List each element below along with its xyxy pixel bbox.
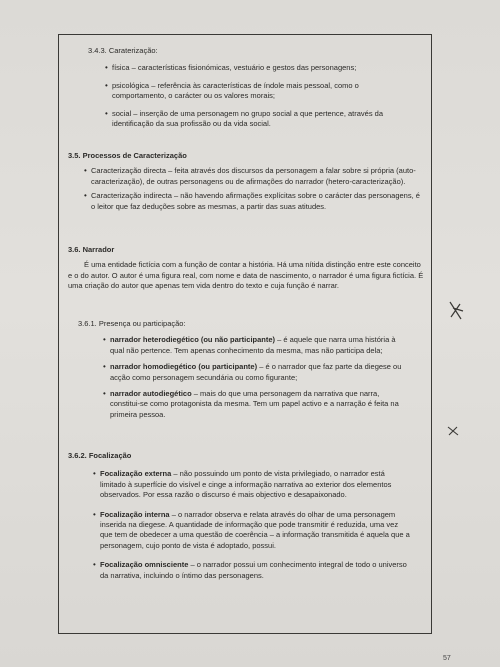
bullet-icon: •: [105, 63, 108, 73]
bullet-icon: •: [84, 191, 87, 201]
bullet-icon: •: [93, 560, 96, 570]
pencil-mark-icon: [446, 300, 466, 322]
bullet-icon: •: [105, 80, 108, 90]
section-3-5: [68, 151, 426, 212]
bullet-icon: •: [103, 362, 106, 372]
section-3-6: [68, 245, 426, 292]
list-item: • narrador autodiegético – mais do que uma personagem da narrativa que narra, constitui-se como protagonista da mesma. Tem um papel activo e a narração é feita na primeira pessoa.: [103, 389, 399, 419]
list-item: • narrador homodiegético (ou participante) – é o narrador que faz parte da diegese ou acção como personagem secundária ou como figurante;: [103, 362, 402, 382]
bullet-icon: •: [105, 108, 108, 118]
bullet-icon: •: [84, 166, 87, 176]
paragraph: É uma entidade fictícia com a função de contar a história. Há uma nítida distinção entre este conceito e o do autor. O autor é uma figura real, com nome e data de nascimento, o narrador é uma figura fictícia. É uma criação do autor que apenas tem vida dentro do texto e cuja função é narrar.: [68, 260, 424, 291]
section-3-6-2: [68, 451, 428, 581]
list-item: • Focalização externa – não possuindo um ponto de vista privilegiado, o narrador está limitado à superfície do visível e cinge a informação narrativa ao exterior dos elementos observados. Por essa razão o discurso é mais objectivo e desapaixonado.: [93, 469, 392, 500]
section-heading: 3.6. Narrador: [68, 245, 115, 254]
section-heading: 3.5. Processos de Caracterização: [68, 151, 187, 160]
list-item: • Focalização omnisciente – o narrador possui um conhecimento integral de todo o universo da narrativa, incluindo o íntimo das personagens.: [93, 560, 407, 580]
bullet-icon: •: [93, 469, 96, 479]
pencil-mark-icon: [446, 425, 460, 437]
bullet-icon: •: [103, 389, 106, 399]
section-heading: 3.6.2. Focalização: [68, 451, 132, 460]
list-item: • física – características fisionómicas, vestuário e gestos das personagens;: [105, 63, 357, 73]
bullet-icon: •: [103, 335, 106, 345]
section-3-4-3: [88, 46, 408, 129]
section-heading: 3.4.3. Caraterização:: [88, 46, 158, 55]
list-item: • narrador heterodiegético (ou não participante) – é aquele que narra uma história à qual não pertence. Tem apenas conhecimento da mesma, mas não participa dela;: [103, 335, 396, 355]
list-item: • Focalização interna – o narrador observa e relata através do olhar de uma personagem inserida na diegese. A quantidade de informação que pode transmitir é reduzida, uma vez que tem de obedecer a uma questão de coerência – a informação transmitida é aquela que a personagem, cujo ponto de vista é adoptado, possui.: [93, 509, 410, 550]
bullet-icon: •: [93, 509, 96, 519]
page-number: 57: [443, 655, 451, 662]
section-3-6-1: [78, 319, 422, 420]
list-item: • Caracterização directa – feita através dos discursos da personagem a falar sobre si própria (auto-caracterização), de outras personagens ou de afirmações do narrador (hetero-caracterização).: [84, 166, 416, 186]
list-item: • social – inserção de uma personagem no grupo social a que pertence, através da identificação da sua profissão ou da vida social.: [105, 108, 384, 129]
list-item: • psicológica – referência às características de índole mais pessoal, como o comportamento, o carácter ou os valores morais;: [105, 80, 359, 101]
list-item: • Caracterização indirecta – não havendo afirmações explícitas sobre o carácter das personagens, é o leitor que faz deduções sobre as mesmas, a partir das suas atitudes.: [84, 191, 420, 211]
section-heading: 3.6.1. Presença ou participação:: [78, 319, 186, 328]
